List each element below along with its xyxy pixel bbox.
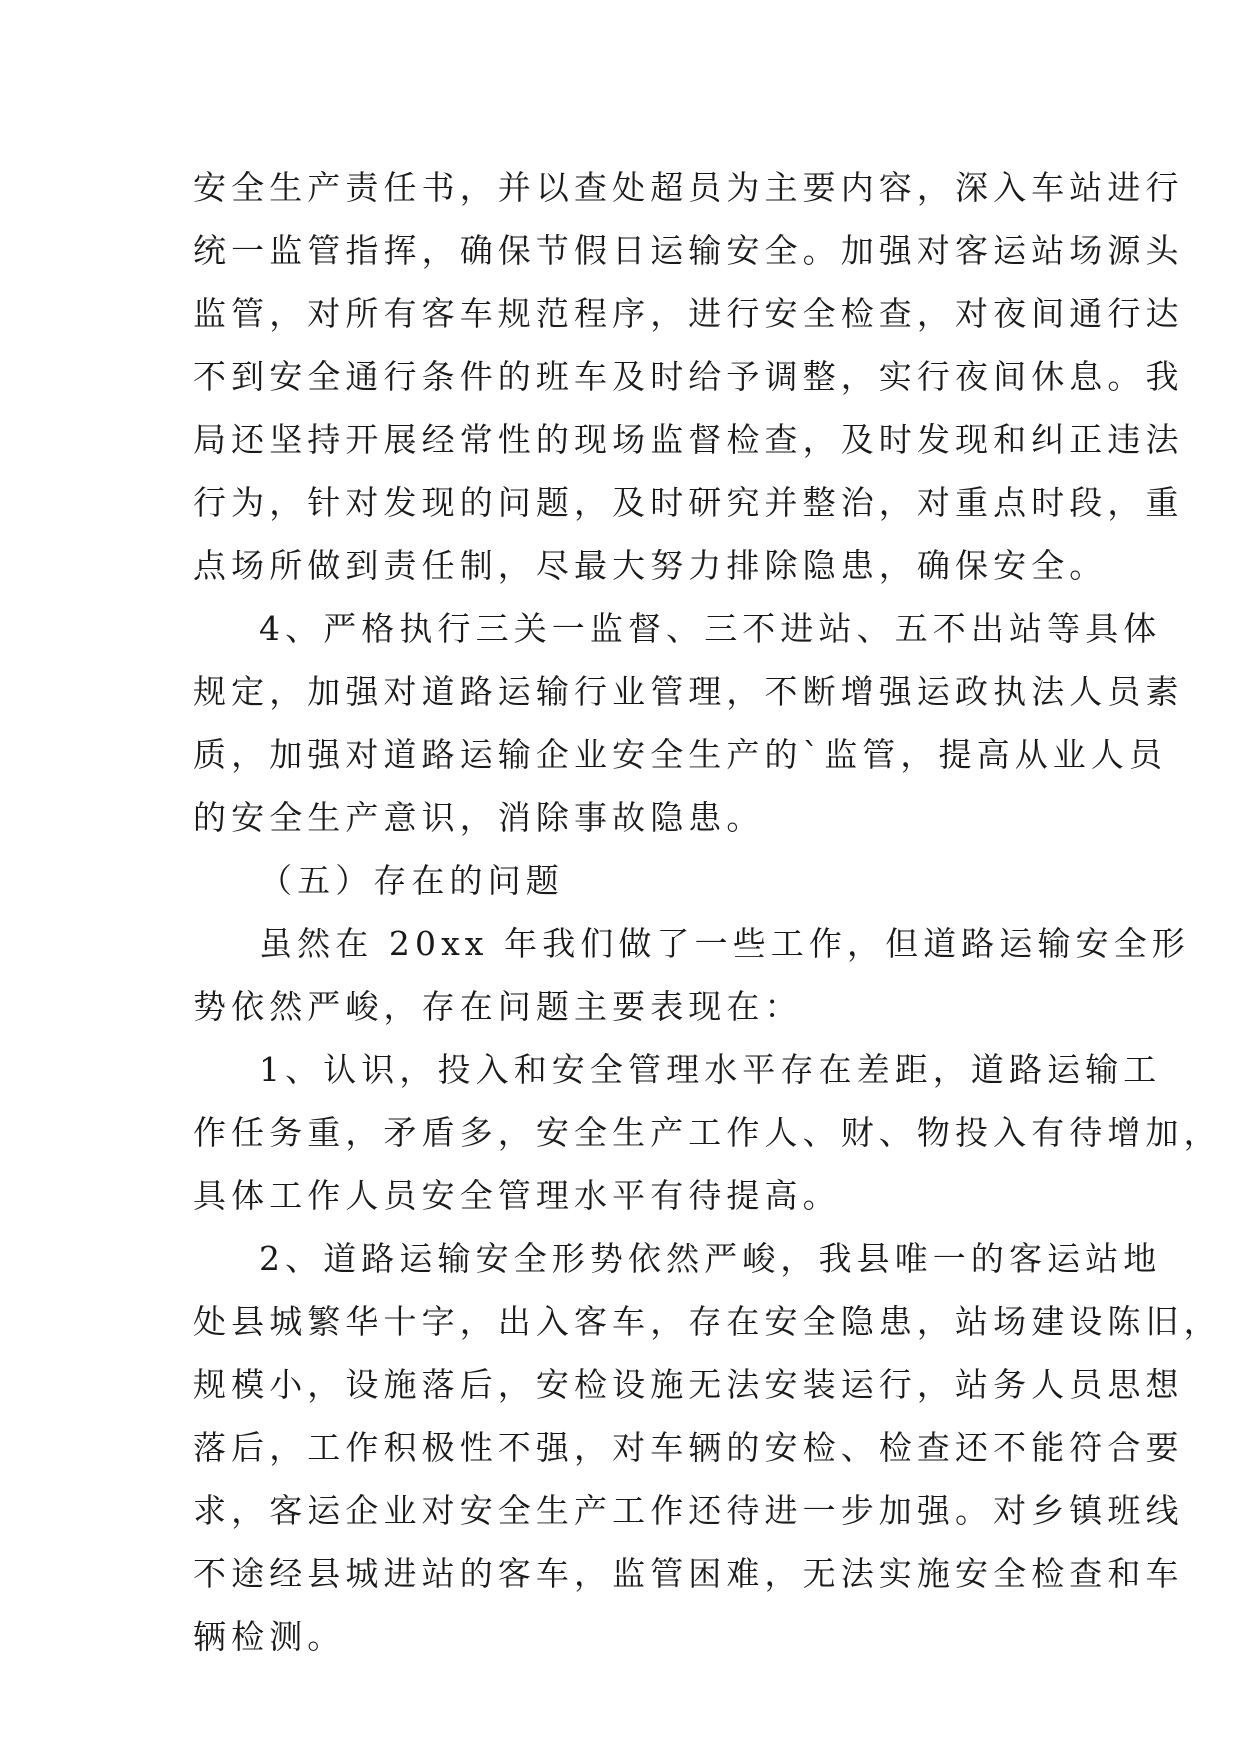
paragraph-1-first-line: 1、认识，投入和安全管理水平存在差距，道路运输工 <box>259 1050 1162 1089</box>
body-text <box>193 156 1222 1668</box>
text-line: 辆检测。 <box>193 1617 346 1656</box>
text-line: 安全生产责任书，并以查处超员为主要内容，深入车站进行 <box>193 168 1184 207</box>
text-line: 规定，加强对道路运输行业管理，不断增强运政执法人员素 <box>193 672 1184 711</box>
paragraph-first-line: 虽然在 20xx 年我们做了一些工作，但道路运输安全形 <box>259 924 1190 963</box>
text-line: 不到安全通行条件的班车及时给予调整，实行夜间休息。我 <box>193 357 1184 396</box>
text-line: 统一监管指挥，确保节假日运输安全。加强对客运站场源头 <box>193 231 1184 270</box>
text-line: 监管，对所有客车规范程序，进行安全检查，对夜间通行达 <box>193 294 1184 333</box>
text-line: 行为，针对发现的问题，及时研究并整治，对重点时段，重 <box>193 483 1184 522</box>
text-line: 求，客运企业对安全生产工作还待进一步加强。对乡镇班线 <box>193 1491 1184 1530</box>
text-line: 的安全生产意识，消除事故隐患。 <box>193 798 765 837</box>
text-line: 落后，工作积极性不强，对车辆的安检、检查还不能符合要 <box>193 1428 1184 1467</box>
text-line: 作任务重，矛盾多，安全生产工作人、财、物投入有待增加， <box>193 1113 1222 1152</box>
text-line: 质，加强对道路运输企业安全生产的`监管，提高从业人员 <box>193 735 1168 774</box>
text-line: 局还坚持开展经常性的现场监督检查，及时发现和纠正违法 <box>193 420 1184 459</box>
paragraph-4-first-line: 4、严格执行三关一监督、三不进站、五不出站等具体 <box>259 609 1162 648</box>
section-heading: （五）存在的问题 <box>259 861 564 900</box>
text-line: 势依然严峻，存在问题主要表现在： <box>193 987 803 1026</box>
text-line: 具体工作人员安全管理水平有待提高。 <box>193 1176 841 1215</box>
paragraph-2-first-line: 2、道路运输安全形势依然严峻，我县唯一的客运站地 <box>259 1239 1162 1278</box>
text-line: 不途经县城进站的客车，监管困难，无法实施安全检查和车 <box>193 1554 1184 1593</box>
text-line: 点场所做到责任制，尽最大努力排除隐患，确保安全。 <box>193 546 1108 585</box>
text-line: 规模小，设施落后，安检设施无法安装运行，站务人员思想 <box>193 1365 1184 1404</box>
text-line: 处县城繁华十字，出入客车，存在安全隐患，站场建设陈旧， <box>193 1302 1222 1341</box>
